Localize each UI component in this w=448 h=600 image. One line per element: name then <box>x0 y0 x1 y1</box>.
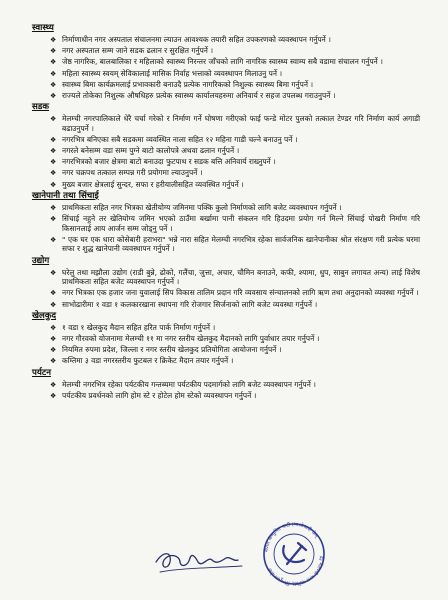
section-heading: पर्यटन <box>32 367 51 378</box>
section-heading: स्वास्थ्य <box>32 23 54 33</box>
svg-text:नेपाल कम्युनिष्ट पार्टी (माओवा: नेपाल कम्युनिष्ट पार्टी (माओवादी केन् <box>263 521 319 553</box>
list-item <box>50 203 420 213</box>
diamond-bullet-icon: ❖ <box>50 334 57 343</box>
diamond-bullet-icon: ❖ <box>50 215 57 224</box>
diamond-bullet-icon: ❖ <box>50 91 57 100</box>
list-item-text: १ वडा १ खेलकुद मैदान सहित हरित पार्क निर्माण गर्नुपर्ने । <box>62 322 216 332</box>
diamond-bullet-icon: ❖ <box>50 135 57 144</box>
list-item-text: मुख्य बजार क्षेत्रलाई सुन्दर, सफा र हरीयालीसहित व्यवस्थित गर्नुपर्ने । <box>62 179 244 189</box>
list-item-text: जेष्ठ नागरिक, बालबालिका र महिलाको स्वास्थ्य निरन्तर जाँचको लागि नागरिक स्वास्थ्य स्वाम्य सबै वडामा संचालन गर्नुपर्ने । <box>62 57 383 67</box>
list-item-text: नगरले बनेसम्म वडा सम्म पुग्ने बाटो कालोपत्रे अथवा ढलान गर्नुपर्ने । <box>62 146 240 156</box>
diamond-bullet-icon: ❖ <box>50 36 57 44</box>
party-stamp <box>254 516 334 586</box>
list-item <box>50 135 420 145</box>
list-item <box>50 268 420 287</box>
diamond-bullet-icon: ❖ <box>50 300 57 309</box>
list-item <box>50 288 420 298</box>
signature-and-stamp <box>150 522 370 592</box>
section-list <box>30 323 420 366</box>
section-list <box>30 380 420 401</box>
list-item-text: नगर भित्रका एक हजार जना युवालाई सिप विकास तालिम प्रदान गरि व्यवसाय संन्चालनको लागि ऋण तथा अनुदानको व्यवस्था गर्नुपर्ने । <box>62 288 419 298</box>
list-item <box>50 180 420 190</box>
list-item <box>50 334 420 344</box>
list-item-text: नगर अस्पताल सम्म जाने सडक ढलान र सुरक्षित गर्नुपर्ने । <box>62 46 214 56</box>
diamond-bullet-icon: ❖ <box>50 289 57 298</box>
section-list <box>30 114 420 189</box>
list-item <box>50 35 420 45</box>
list-item <box>50 356 420 366</box>
list-item-text: " एक घर एक धारा कोसेबारी हराभरा" भन्ने नारा सहित मेलम्ची नगरभित्र रहेका सार्वजनिक खानेपानीका श्रोत संरक्षण गरी प्रत्येक घरमा सफा र शुद्ध खानेपानी व्यवस्थापन गर्नुपर्ने । <box>62 234 420 254</box>
diamond-bullet-icon: ❖ <box>50 69 57 78</box>
list-item-text: सिंचाई नहुने तर खेतियोग्य जमिन भएको ठाउँमा बर्खामा पानी संकलन गरि हिउदमा प्रयोग गर्न मिल्ने सिंचाई पोखरी निर्माण गरि किसानलाई आय आर्जन सम्म जोड्नु पर्ने । <box>62 214 420 233</box>
diamond-bullet-icon: ❖ <box>50 346 57 355</box>
list-item-text: मेलम्ची नगरपालिकाले धेरै चर्चा गरेको र निर्माण गर्ने घोषणा गरीएको फाई फन्डे मोटर पुलको तत्काल टेण्डर गरि निर्माण कार्य अगाडी बढाउनुपर्ने । <box>62 114 420 133</box>
list-item <box>50 80 420 90</box>
list-item-text: निर्माणाधीन नगर अस्पताल संचालनमा ल्याउन आवश्यक तयारी सहित उपकरणको व्यवस्थापन गर्नुपर्ने । <box>62 35 331 44</box>
diamond-bullet-icon: ❖ <box>50 268 57 277</box>
hammer-sickle-icon <box>283 543 306 564</box>
list-item <box>50 157 420 167</box>
list-item-text: पर्यटकीय प्रवर्धनको लागि होम स्टे र होटेल होम स्टेको व्यवस्थापन गर्नुपर्ने । <box>62 390 257 400</box>
diamond-bullet-icon: ❖ <box>50 169 57 178</box>
list-item <box>50 323 420 333</box>
list-item-text: राज्यले तोकेका निशुल्क औषधिहरु प्रत्येक स्वास्थ्य कार्यालयहरुमा अनिवार्य र सहज उपलब्ध गराउनुपर्ने । <box>62 90 336 100</box>
section-heading: सडक <box>32 102 50 113</box>
diamond-bullet-icon: ❖ <box>50 158 57 167</box>
section-list <box>30 35 420 101</box>
list-item <box>50 380 420 390</box>
list-item-text: नगर चक्रपथ तत्काल सम्पन्न गरी प्रयोगमा ल्याउनुपर्ने । <box>62 168 203 178</box>
list-item <box>50 146 420 156</box>
section-list <box>30 268 420 310</box>
diamond-bullet-icon: ❖ <box>50 180 57 189</box>
list-item-text: मेलम्ची नगरभित्र रहेका पर्यटकीय गन्तब्यमा पर्यटकीय पदमार्गको लागि बजेट व्यवस्थापन गर्नुपर्ने । <box>62 379 316 389</box>
list-item-text: घरेलु तथा मझौला उद्योग (राडी बुन्ने, ढोको, गलैंचा, जुत्ता, अचार, चौमिन बनाउने, कफी, श्यामा, धुप, साबुन लगायत अन्य) लाई विशेष प्राथमिकता सहित बजेट व्यवस्थापन गर्नुपर्ने । <box>62 267 420 287</box>
list-item-text: कम्तिमा ३ वडा नगरस्तरीय फुटबल र क्रिकेट मैदान तयार गर्नुपर्ने । <box>62 356 234 366</box>
list-item-text: नगरभित्रको बजार क्षेत्रमा बाटो बनाउदा फुटपाथ र सडक बत्ति अनिवार्य राख्नुपर्ने । <box>62 157 276 167</box>
section-heading: खानेपानी तथा सिंचाई <box>32 190 99 201</box>
diamond-bullet-icon: ❖ <box>50 80 57 89</box>
document-content <box>30 23 420 400</box>
list-item <box>50 91 420 101</box>
diamond-bullet-icon: ❖ <box>50 47 57 56</box>
list-item-text: साभोढारीमा १ वडा १ कलकारखाना स्थापना गरि रोजगार सिर्जनाको लागि बजेट व्यवस्था गर्नुपर्ने । <box>62 299 318 309</box>
diamond-bullet-icon: ❖ <box>50 147 57 156</box>
list-item-text: नगरभित्र बनिएका सबै सडकमा व्यवस्थित नाला सहित १२ महिना गाडी चल्ने बनाउनु पर्ने । <box>62 134 298 144</box>
list-item <box>50 345 420 355</box>
section-heading: उद्योग <box>32 255 50 266</box>
list-item <box>50 57 420 67</box>
list-item <box>50 235 420 254</box>
list-item-text: नगर गौरवको योजनामा मेलम्ची ११ मा नगर स्तरीय खेलकुद मैदानको लागि पुर्वाधार तयार गर्नुपर्ने । <box>62 333 320 343</box>
diamond-bullet-icon: ❖ <box>50 380 57 389</box>
list-item <box>50 69 420 79</box>
section-list <box>30 203 420 254</box>
section-heading: खेलकुद <box>32 310 57 321</box>
diamond-bullet-icon: ❖ <box>50 203 57 212</box>
list-item-text: महिला स्वास्थ्य स्वयम् सेविकालाई मासिक निर्वाह भत्ताको व्यवस्थापन मिलाउनु पर्ने । <box>62 68 283 78</box>
list-item-text: प्राथमिकता सहित नगर भित्रका खेतीयोग्य जमिनमा पक्कि कुलो निर्माणको लागि बजेट व्यवस्थापन गर्नुपर्ने । <box>62 202 342 212</box>
diamond-bullet-icon: ❖ <box>50 323 57 332</box>
list-item <box>50 391 420 401</box>
list-item <box>50 46 420 56</box>
list-item <box>50 214 420 233</box>
diamond-bullet-icon: ❖ <box>50 357 57 366</box>
list-item-text: नियमित रुपमा प्रदेश, जिल्ला र नगर स्तरीय खेलकुद प्रतियोगिता आयोजना गर्नुपर्ने । <box>62 345 282 355</box>
list-item <box>50 300 420 310</box>
list-item <box>50 168 420 178</box>
diamond-bullet-icon: ❖ <box>50 115 57 124</box>
diamond-bullet-icon: ❖ <box>50 235 57 244</box>
svg-text:द्र) मेलम्ची नगर कमिटी, सिन्धु: द्र) मेलम्ची नगर कमिटी, सिन्धुपाल्चोक <box>267 555 325 586</box>
diamond-bullet-icon: ❖ <box>50 391 57 400</box>
list-item <box>50 114 420 133</box>
diamond-bullet-icon: ❖ <box>50 58 57 67</box>
list-item-text: स्वास्थ्य बिमा कार्यक्रमलाई प्रभावकारी बनाउदै प्रत्येक नागरिकको निशुल्क स्वास्थ्य बिमा गर्नुपर्ने । <box>62 79 314 89</box>
